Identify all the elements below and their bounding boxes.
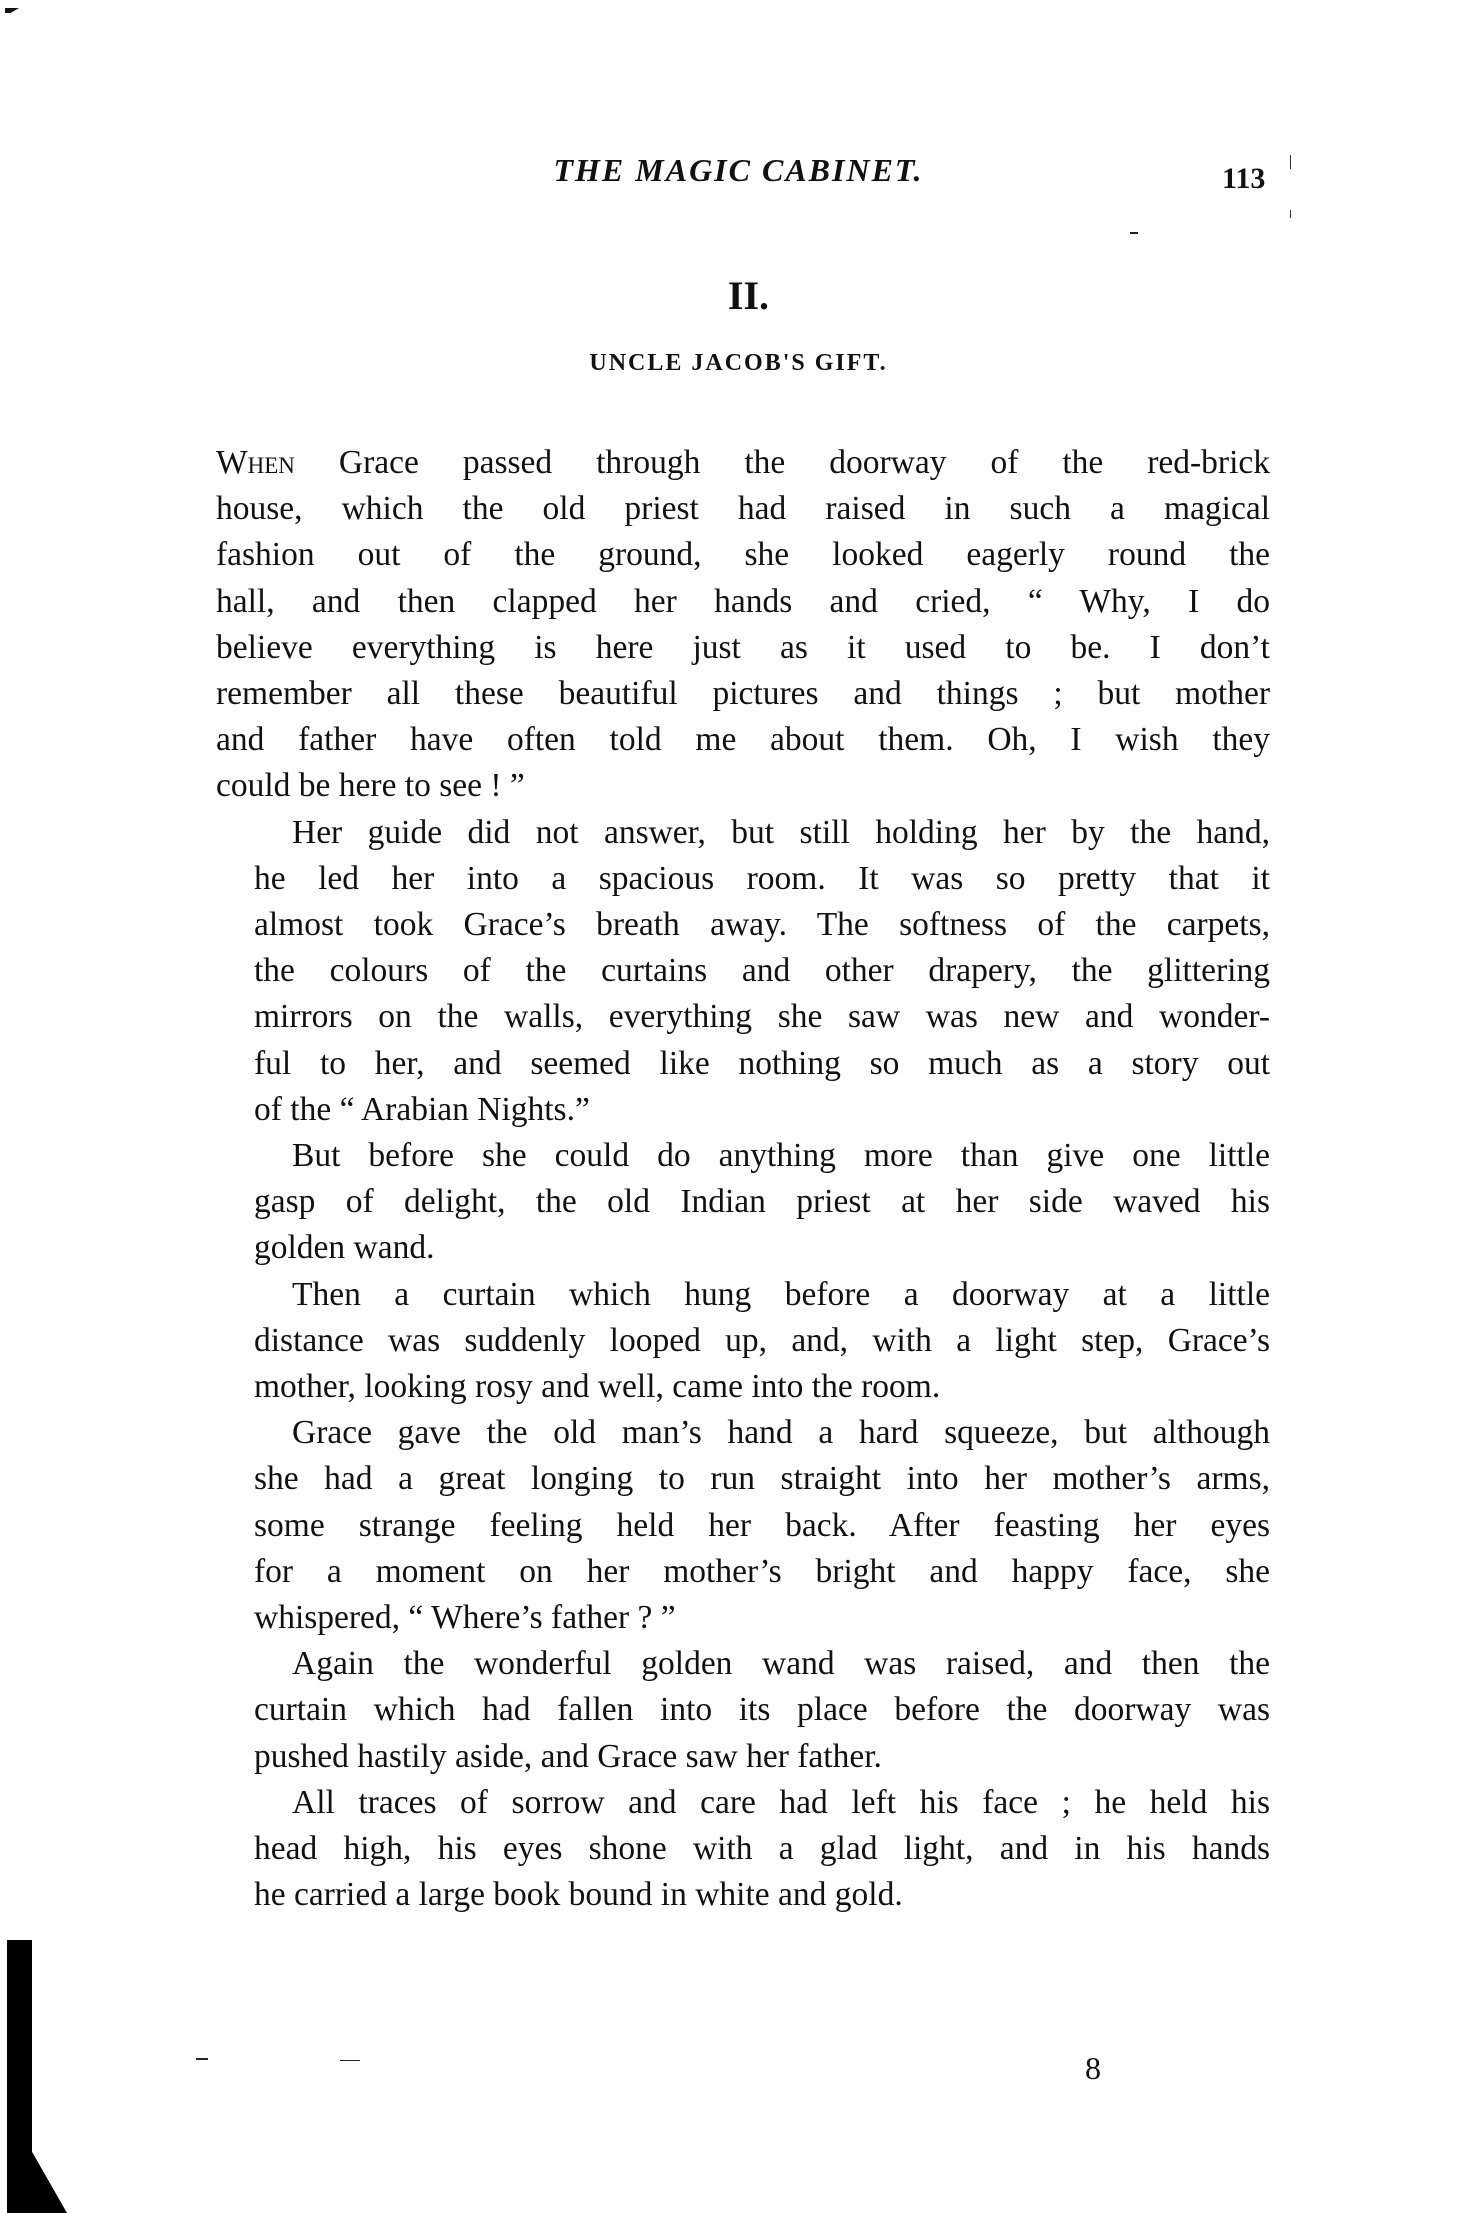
chapter-number: II. (727, 273, 770, 318)
signature-mark: 8 (1085, 2050, 1101, 2086)
scan-speck (340, 2060, 360, 2061)
paragraph (216, 1272, 1270, 1411)
text-line: the colours of the curtains and other drapery, the glittering (254, 952, 1270, 990)
chapter-body (216, 440, 1270, 1919)
scan-tick-mark (1290, 155, 1291, 169)
text-line: distance was suddenly looped up, and, with a light step, Grace’s (254, 1321, 1270, 1359)
text-line: gasp of delight, the old Indian priest at her side waved his (254, 1183, 1270, 1221)
text-line: hall, and then clapped her hands and cried, “ Why, I do (216, 582, 1270, 620)
paragraph (216, 810, 1270, 1133)
text-line: Grace gave the old man’s hand a hard squeeze, but although (292, 1414, 1270, 1452)
text-line: he carried a large book bound in white and gold. (254, 1876, 903, 1914)
scan-speck (1130, 232, 1138, 234)
binding-shadow-flare (7, 2150, 67, 2213)
scan-speck (196, 2058, 208, 2060)
text-line: Her guide did not answer, but still holding her by the hand, (292, 813, 1270, 851)
text-line: ful to her, and seemed like nothing so much as a story out (254, 1044, 1270, 1082)
text-line: believe everything is here just as it used to be. I don’t (216, 628, 1270, 666)
text-line: for a moment on her mother’s bright and happy face, she (254, 1552, 1270, 1590)
text-line: could be here to see ! ” (216, 767, 525, 805)
paragraph (216, 1641, 1270, 1780)
text-line: almost took Grace’s breath away. The softness of the carpets, (254, 906, 1270, 944)
scan-tick-mark (1290, 210, 1291, 218)
text-line: Then a curtain which hung before a doorway at a little (292, 1275, 1270, 1313)
text-line: she had a great longing to run straight into her mother’s arms, (254, 1460, 1270, 1498)
text-line: golden wand. (254, 1229, 435, 1267)
text-line: All traces of sorrow and care had left his face ; he held his (292, 1783, 1270, 1821)
text-line: house, which the old priest had raised in such a magical (216, 490, 1270, 528)
paragraph (216, 1780, 1270, 1919)
text-line: But before she could do anything more than give one little (292, 1137, 1270, 1175)
chapter-title: UNCLE JACOB'S GIFT. (589, 350, 888, 376)
running-title-text: THE MAGIC CABINET. (553, 152, 924, 188)
text-line: curtain which had fallen into its place before the doorway was (254, 1691, 1270, 1729)
text-line: some strange feeling held her back. After feasting her eyes (254, 1506, 1270, 1544)
text-line: remember all these beautiful pictures and things ; but mother (216, 675, 1270, 713)
text-line: he led her into a spacious room. It was so pretty that it (254, 859, 1270, 897)
text-line: pushed hastily aside, and Grace saw her father. (254, 1737, 882, 1775)
scan-corner-mark (5, 8, 19, 13)
paragraph (216, 440, 1270, 810)
text-line: mother, looking rosy and well, came into the room. (254, 1368, 941, 1406)
text-line: and father have often told me about them. Oh, I wish they (216, 721, 1270, 759)
text-line: mirrors on the walls, everything she saw was new and wonder- (254, 998, 1270, 1036)
text-line: Grace passed through the doorway of the red-brick (338, 444, 1271, 481)
paragraph (216, 1410, 1270, 1641)
text-line: head high, his eyes shone with a glad light, and in his hands (254, 1830, 1270, 1868)
text-line: whispered, “ Where’s father ? ” (254, 1599, 676, 1637)
text-line: fashion out of the ground, she looked eagerly round the (216, 536, 1270, 574)
paragraph (216, 1133, 1270, 1272)
text-line: Again the wonderful golden wand was raised, and then the (292, 1645, 1270, 1683)
page-number: 113 (1222, 162, 1266, 195)
text-line: of the “ Arabian Nights.” (254, 1090, 590, 1128)
lead-small-caps: When (216, 444, 295, 481)
